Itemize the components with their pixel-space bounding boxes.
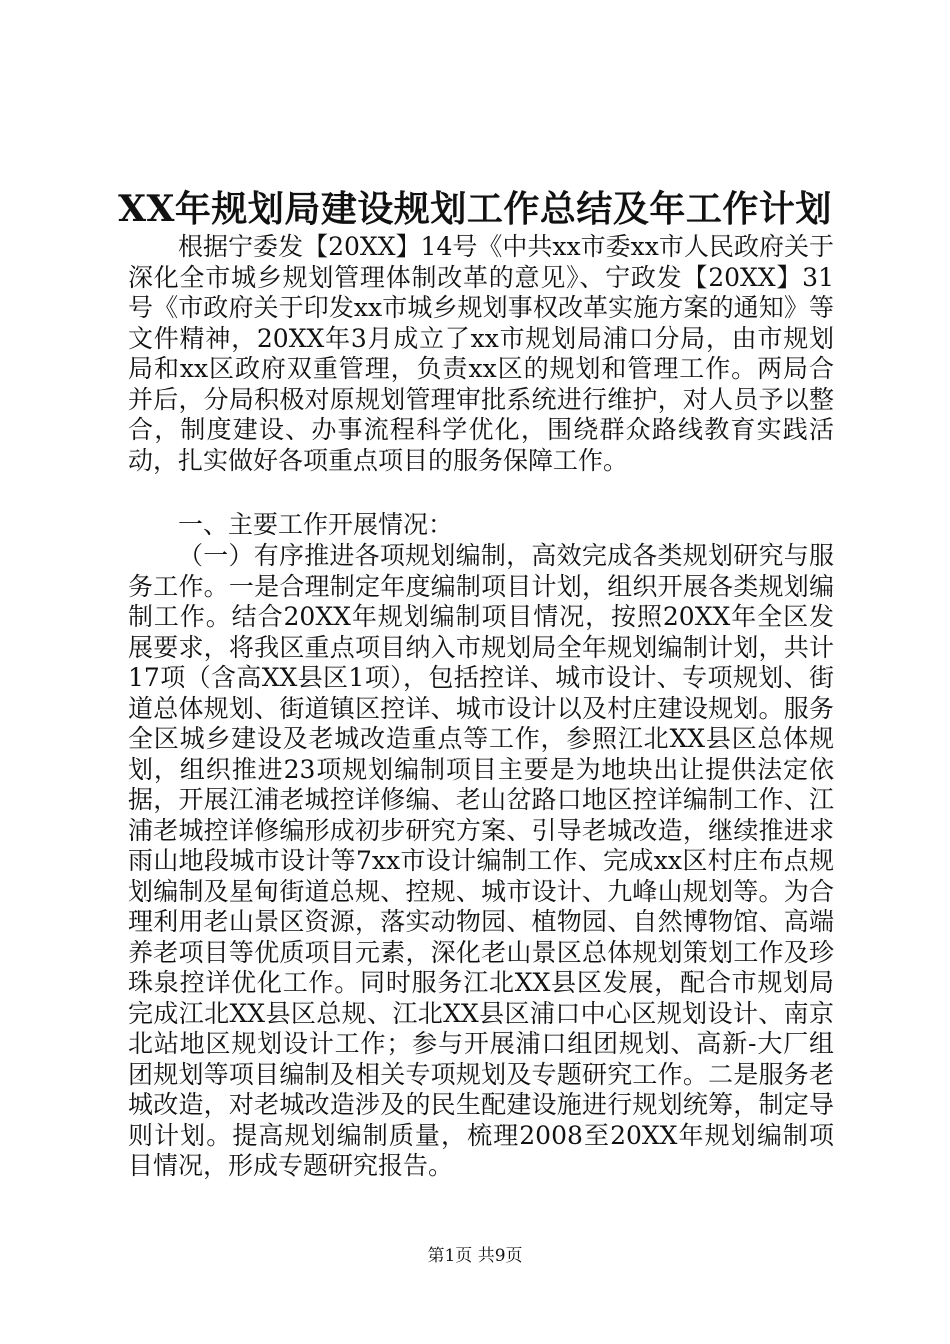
document-title: XX年规划局建设规划工作总结及年工作计划: [118, 188, 832, 230]
page-footer: 第1页 共9页: [427, 1246, 523, 1266]
section-heading: 一、主要工作开展情况：: [178, 510, 454, 539]
paragraph-section-1: （一）有序推进各项规划编制，高效完成各类规划研究与服务工作。一是合理制定年度编制项目计划，组织开展各类规划编制工作。结合20XX年规划编制项目情况，按照20XX年全区发展要求，将我区重点项目纳入市规划局全年规划编制计划，共计17项（含高XX县区1项），包括控详、城市设计、专项规划、街道总体规划、街道镇区控详、城市设计以及村庄建设规划。服务全区城乡建设及老城改造重点等工作，参照江北XX县区总体规划，组织推进23项规划编制项目主要是为地块出让提供法定依据，开展江浦老城控详修编、老山岔路口地区控详编制工作、江浦老城控详修编形成初步研究方案、引导老城改造，继续推进求雨山地段城市设计等7xx市设计编制工作、完成xx区村庄布点规划编制及星甸街道总规、控规、城市设计、九峰山规划等。为合理利用老山景区资源，落实动物园、植物园、自然博物馆、高端养老项目等优质项目元素，深化老山景区总体规划策划工作及珍珠泉控详优化工作。同时服务江北XX县区发展，配合市规划局完成江北XX县区总规、江北XX县区浦口中心区规划设计、南京北站地区规划设计工作；参与开展浦口组团规划、高新-大厂组团规划等项目编制及相关专项规划及专题研究工作。二是服务老城改造，对老城改造涉及的民生配建设施进行规划统筹，制定导则计划。提高规划编制质量，梳理2008至20XX年规划编制项目情况，形成专题研究报告。: [128, 541, 834, 1180]
paragraph-intro: 根据宁委发【20XX】14号《中共xx市委xx市人民政府关于深化全市城乡规划管理体制改革的意见》、宁政发【20XX】31号《市政府关于印发xx市城乡规划事权改革实施方案的通知》等文件精神，20XX年3月成立了xx市规划局浦口分局，由市规划局和xx区政府双重管理，负责xx区的规划和管理工作。两局合并后，分局积极对原规划管理审批系统进行维护，对人员予以整合，制度建设、办事流程科学优化，围绕群众路线教育实践活动，扎实做好各项重点项目的服务保障工作。: [128, 232, 834, 475]
